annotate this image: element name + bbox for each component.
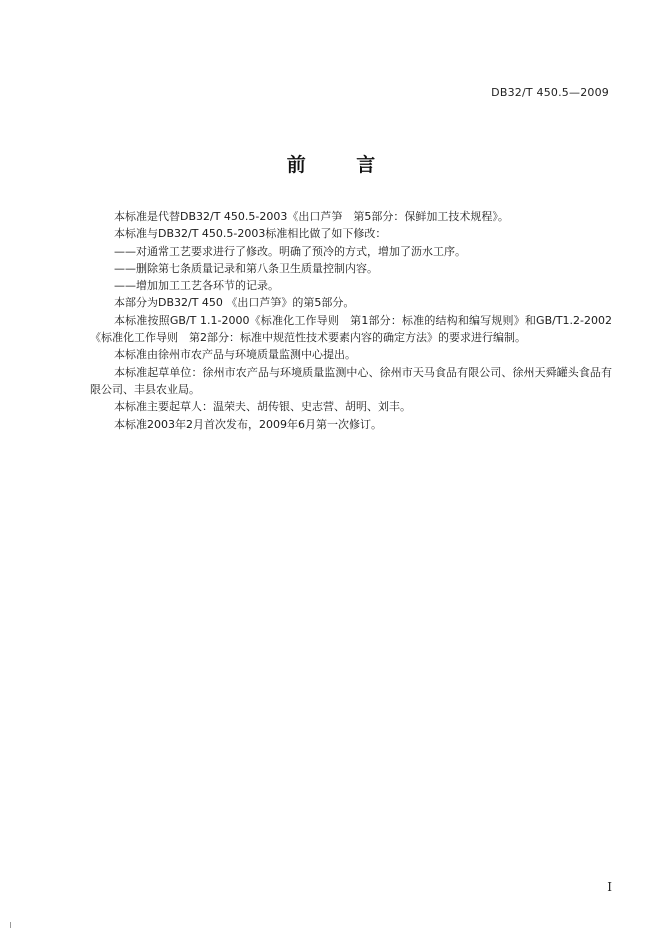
paragraph: ——删除第七条质量记录和第八条卫生质量控制内容。 <box>114 261 378 275</box>
paragraph: 本标准主要起草人：温荣夫、胡传银、史志营、胡明、刘丰。 <box>114 400 411 414</box>
paragraph: 本标准与DB32/T 450.5-2003标准相比做了如下修改： <box>114 227 387 241</box>
paragraph: 本部分为DB32/T 450 《出口芦笋》的第5部分。 <box>114 296 355 310</box>
paragraph: 本标准是代替DB32/T 450.5-2003《出口芦笋 第5部分：保鲜加工技术规程》。 <box>114 210 509 223</box>
page-number: I <box>607 880 612 894</box>
paragraph: 本标准2003年2月首次发布，2009年6月第一次修订。 <box>114 417 382 431</box>
paragraph: 本标准按照GB/T 1.1-2000《标准化工作导则 第1部分：标准的结构和编写规则》和GB/T1.2-2002《标准化工作导则 第2部分：标准中规范性技术要素内容的确定方法》的要求进行编制。 <box>90 313 612 345</box>
paragraph: ——增加加工工艺各环节的记录。 <box>114 279 279 293</box>
paragraph: ——对通常工艺要求进行了修改。明确了预冷的方式，增加了沥水工序。 <box>114 244 466 258</box>
paragraph: 本标准起草单位：徐州市农产品与环境质量监测中心、徐州市天马食品有限公司、徐州天舜罐头食品有限公司、丰县农业局。 <box>90 365 612 396</box>
foreword-body <box>90 208 612 433</box>
paragraph: 本标准由徐州市农产品与环境质量监测中心提出。 <box>114 348 356 362</box>
scan-mark <box>10 922 11 928</box>
page-title: 前 言 <box>286 154 398 176</box>
standard-code: DB32/T 450.5—2009 <box>491 86 609 99</box>
